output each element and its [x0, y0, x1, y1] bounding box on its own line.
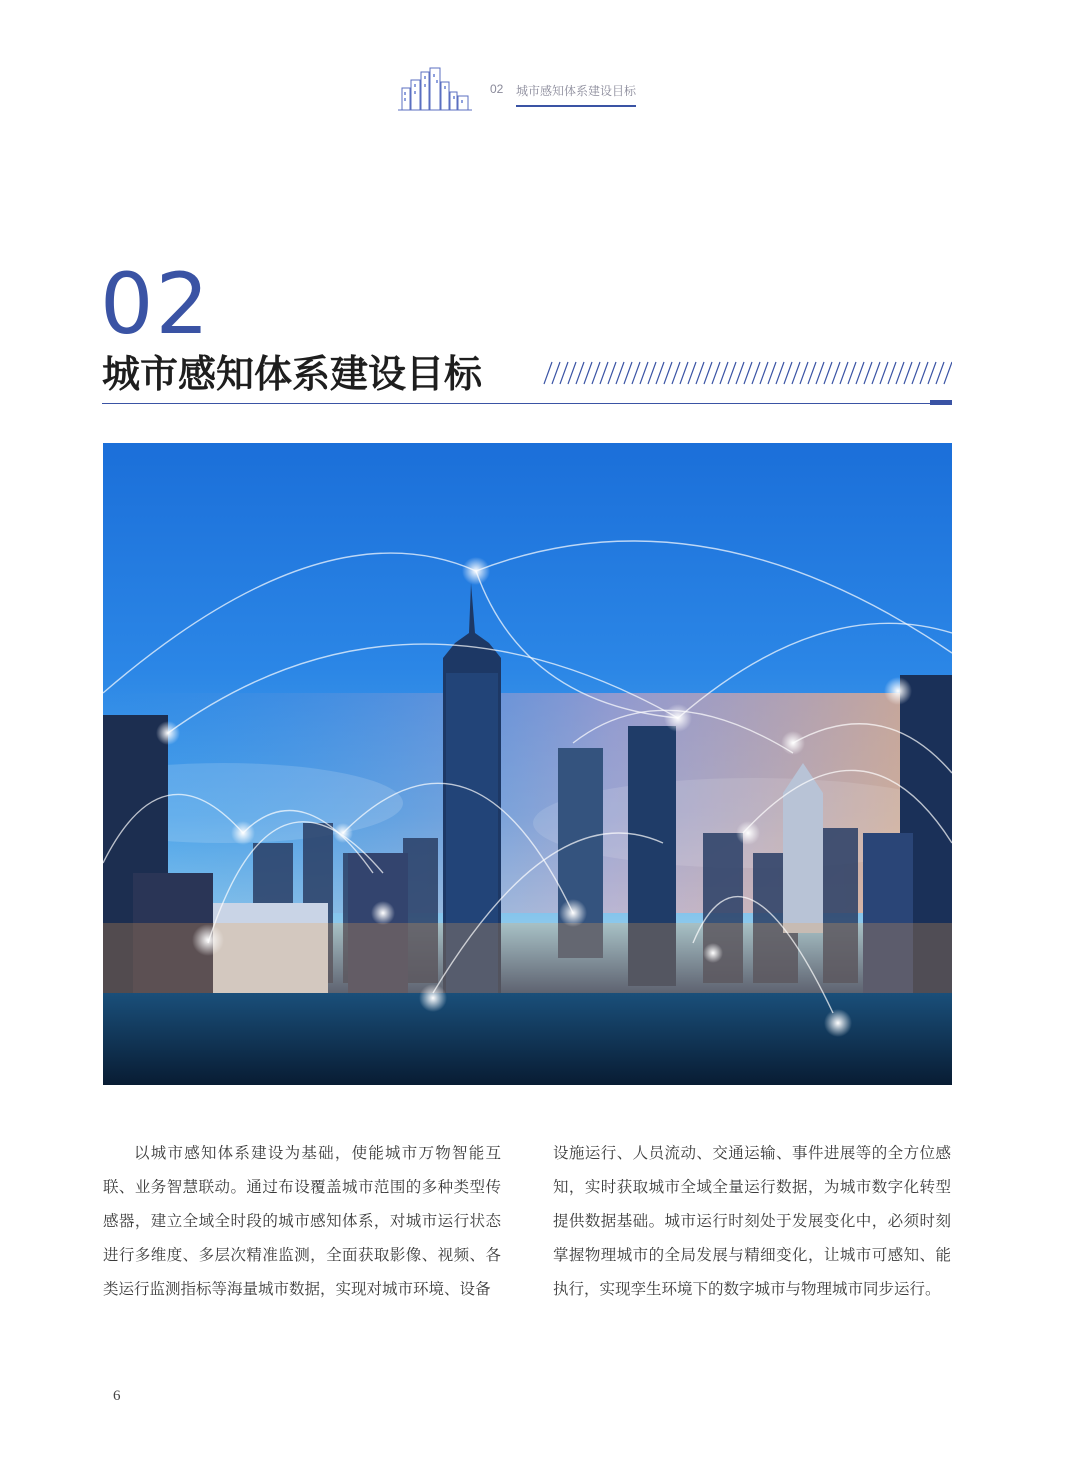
- header-chapter-title: 城市感知体系建设目标: [516, 82, 636, 107]
- header-chapter-number: 02: [490, 82, 504, 96]
- city-skyline-network-photo: [103, 443, 952, 1085]
- chapter-number: 02: [100, 255, 211, 353]
- running-header: [398, 66, 658, 114]
- body-paragraph-column-1: 以城市感知体系建设为基础，使能城市万物智能互联、业务智慧联动。通过布设覆盖城市范围的多种类型传感器，建立全域全时段的城市感知体系，对城市运行状态进行多维度、多层次精准监测，全面获取影像、视频、各类运行监测指标等海量城市数据，实现对城市环境、设备: [103, 1144, 501, 1298]
- page-number: 6: [113, 1388, 121, 1404]
- title-hatch-decoration: [540, 360, 952, 386]
- title-underline-accent: [930, 400, 952, 405]
- chapter-title: 城市感知体系建设目标: [102, 352, 483, 396]
- title-underline: [102, 403, 952, 404]
- body-paragraph-column-2: 设施运行、人员流动、交通运输、事件进展等的全方位感知，实时获取城市全域全量运行数据，为城市数字化转型提供数据基础。城市运行时刻处于发展变化中，必须时刻掌握物理城市的全局发展与精细变化，让城市可感知、能执行，实现孪生环境下的数字城市与物理城市同步运行。: [553, 1144, 951, 1298]
- city-buildings-icon: [398, 66, 472, 112]
